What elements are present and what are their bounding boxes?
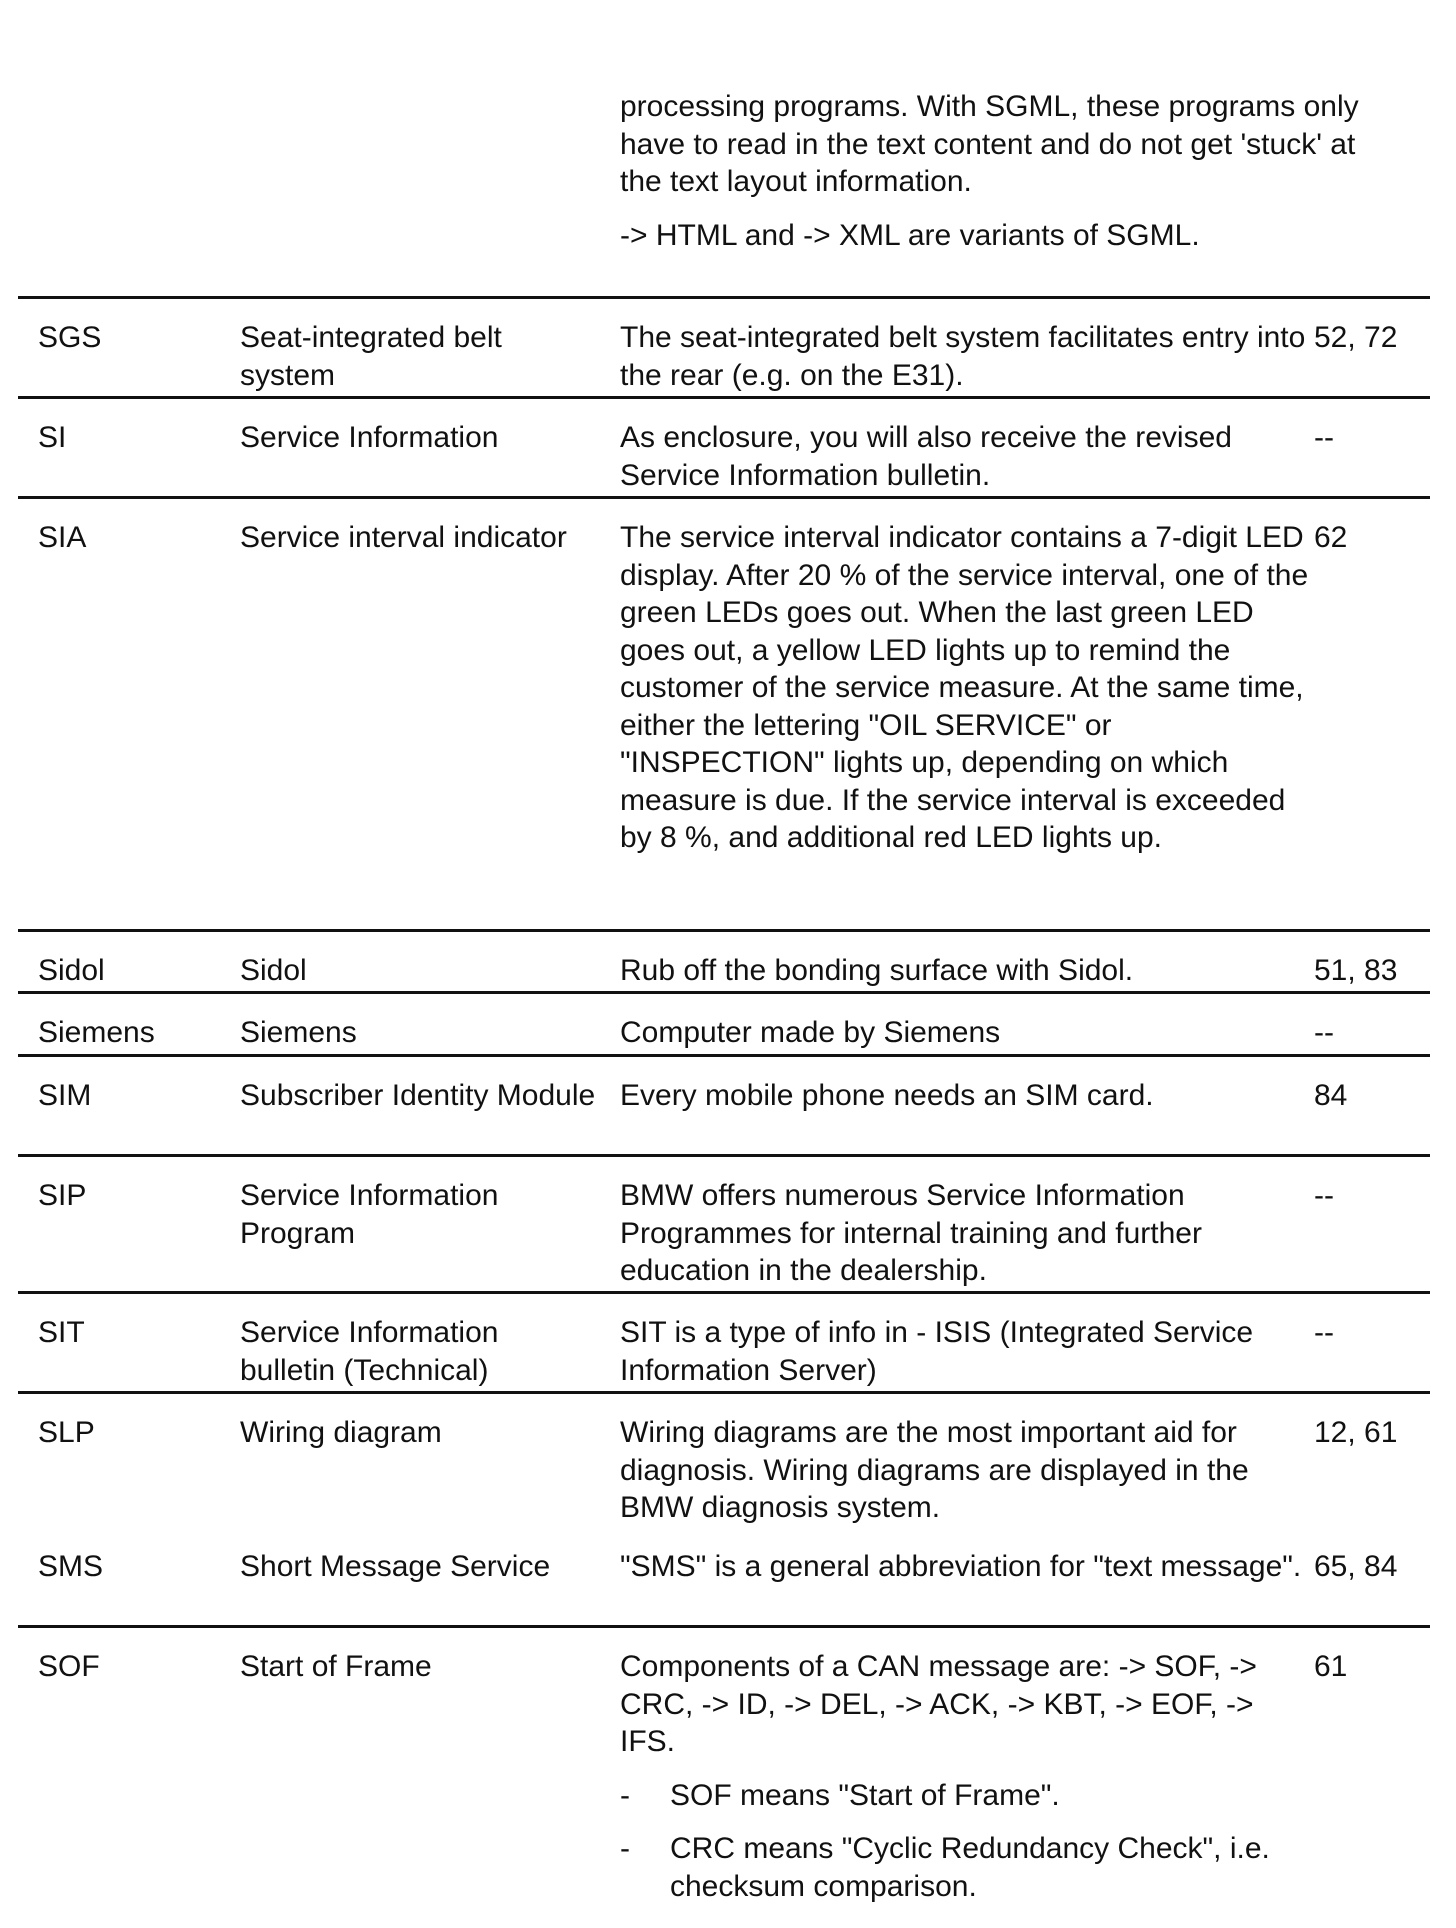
list-item [620,1830,1310,1905]
term-cell: Service Information [240,421,499,454]
description-cell: Wiring diagrams are the most important aid for diagnosis. Wiring diagrams are displayed in the BMW diagnosis system. [620,1416,1249,1524]
term-cell: Service Information bulletin (Technical) [240,1316,499,1387]
description-text: Components of a CAN message are: -> SOF, -> CRC, -> ID, -> DEL, -> ACK, -> KBT, -> EOF, -> IFS. [620,1650,1257,1758]
abbreviation-cell: SIT [38,1316,85,1349]
abbreviation-cell: SIM [38,1079,92,1112]
glossary-table [18,296,1430,1928]
term-cell: Seat-integrated belt system [240,321,502,392]
term-cell: Start of Frame [240,1650,432,1683]
abbreviation-cell: SIA [38,521,87,554]
term-cell: Service interval indicator [240,521,567,554]
table-row [18,296,1430,396]
description-cell: "SMS" is a general abbreviation for "text message". [620,1550,1302,1583]
description-cell: As enclosure, you will also receive the revised Service Information bulletin. [620,421,1232,492]
page-reference-cell: -- [1314,1316,1334,1349]
table-row [18,1625,1430,1928]
term-cell: Service Information Program [240,1179,499,1250]
abbreviation-cell: SLP [38,1416,95,1449]
table-row [18,1154,1430,1291]
term-cell: Short Message Service [240,1550,551,1583]
abbreviation-cell: Sidol [38,954,105,987]
abbreviation-cell: SGS [38,321,102,354]
bullet-text: SOF means "Start of Frame". [670,1778,1060,1812]
table-row [18,496,1430,929]
table-row [18,396,1430,496]
description-cell [620,1648,1310,1905]
page-reference-cell: 12, 61 [1314,1416,1398,1449]
term-cell: Subscriber Identity Module [240,1079,596,1112]
page-reference-cell: 52, 72 [1314,321,1398,354]
abbreviation-cell: SIP [38,1179,87,1212]
table-row [18,1291,1430,1391]
continuation-paragraph: processing programs. With SGML, these programs only have to read in the text content and do not get 'stuck' at the text layout information. [620,90,1359,198]
abbreviation-cell: SOF [38,1650,100,1683]
term-cell: Wiring diagram [240,1416,442,1449]
table-row [18,1528,1430,1625]
page-reference-cell: -- [1314,421,1334,454]
table-row [18,1391,1430,1528]
abbreviation-cell: SMS [38,1550,104,1583]
bullet-dash: - [620,1832,630,1865]
table-row [18,991,1430,1054]
bullet-dash: - [620,1778,630,1812]
description-cell: The seat-integrated belt system facilitates entry into the rear (e.g. on the E31). [620,321,1306,392]
description-cell: BMW offers numerous Service Information Programmes for internal training and further education in the dealership. [620,1179,1202,1287]
page-reference-cell: 62 [1314,521,1348,554]
term-cell: Siemens [240,1016,357,1049]
abbreviation-cell: Siemens [38,1016,155,1049]
description-cell: Rub off the bonding surface with Sidol. [620,954,1134,987]
description-cell: Computer made by Siemens [620,1016,1001,1049]
page-reference-cell: 61 [1314,1650,1348,1683]
abbreviation-cell: SI [38,421,67,454]
page-reference-cell: -- [1314,1179,1334,1212]
page-reference-cell: 65, 84 [1314,1550,1398,1583]
continuation-text [620,88,1390,254]
list-item [620,1777,1310,1815]
term-cell: Sidol [240,954,307,987]
continuation-paragraph: -> HTML and -> XML are variants of SGML. [620,218,1200,252]
page-reference-cell: 51, 83 [1314,954,1398,987]
table-row [18,1054,1430,1154]
table-row [18,929,1430,991]
bullet-text: CRC means "Cyclic Redundancy Check", i.e. checksum comparison. [670,1832,1270,1903]
description-cell: Every mobile phone needs an SIM card. [620,1079,1154,1112]
description-cell: SIT is a type of info in - ISIS (Integrated Service Information Server) [620,1316,1254,1387]
bullet-list [620,1777,1310,1906]
description-cell: The service interval indicator contains a 7-digit LED display. After 20 % of the service interval, one of the green LEDs goes out. When the last green LED goes out, a yellow LED lights up to remind the customer of the service measure. At the same time, either the lettering "OIL SERVICE" or "INSPECTION" lights up, depending on which measure is due. If the service interval is exceeded by 8 %, and additional red LED lights up. [620,521,1309,854]
page-reference-cell: -- [1314,1016,1334,1049]
page-reference-cell: 84 [1314,1079,1348,1112]
